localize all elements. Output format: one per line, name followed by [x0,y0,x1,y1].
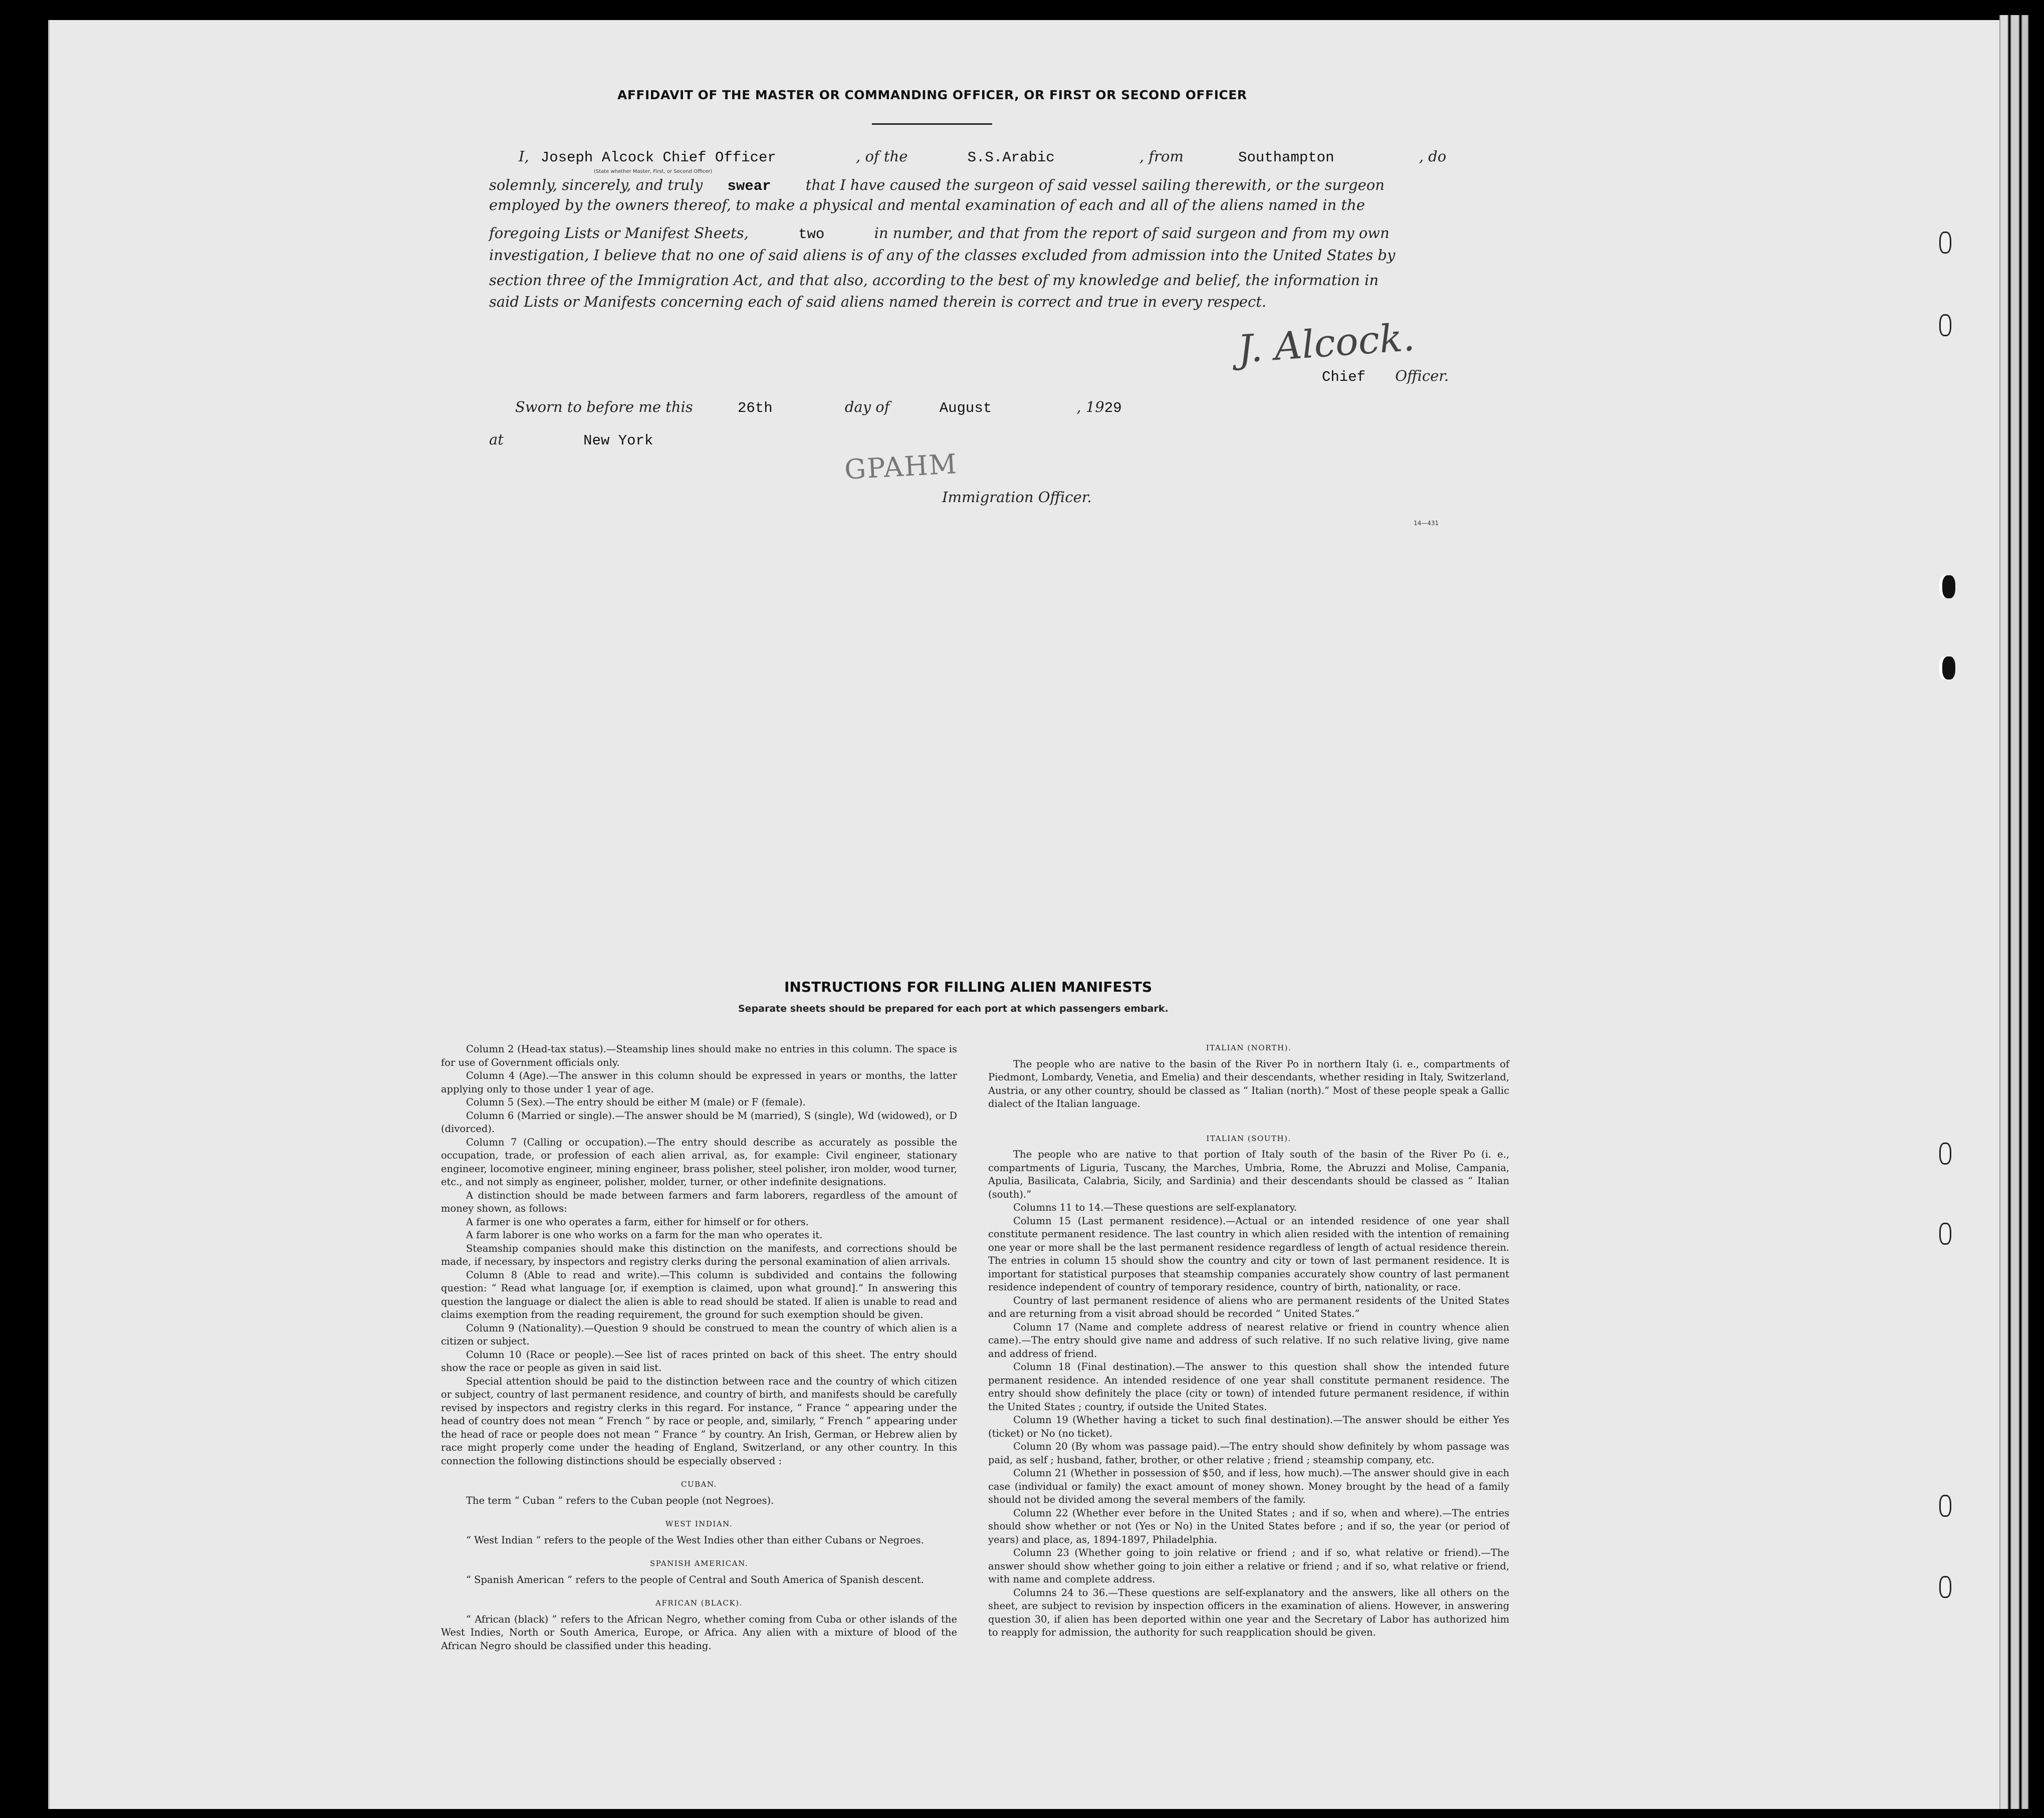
section-heading: ITALIAN (SOUTH). [1206,1133,1291,1143]
affidavit-text: I, [519,148,529,165]
binder-hole-icon [1939,1576,1951,1598]
instruction-paragraph: Column 7 (Calling or occupation).—The entry should describe as accurately as possible the occupation, trade, or profession of each alien arrival, as, for example: Civil engineer, stationary engineer, locomotive engineer, mining engineer, brass polisher, steel polisher, iron molder, wood turner, etc., and not simply as engineer, polisher, molder, turner, or other indefinite designations. [441,1136,957,1188]
instruction-paragraph: A distinction should be made between farmers and farm laborers, regardless of the amount of money shown, as follows: [441,1189,957,1214]
affidavit-line-5: investigation, I believe that no one of said aliens is of any of the classes excluded from admission into the United States by [489,247,1396,264]
instruction-paragraph: Steamship companies should make this distinction on the manifests, and corrections should be made, if necessary, by inspectors and registry clerks during the personal examination of alien arrivals. [441,1242,957,1267]
instruction-paragraph: Column 17 (Name and complete address of nearest relative or friend in country whence alien came).—The entry should give name and address of such relative. If no such relative living, give name and address of friend. [988,1321,1509,1359]
instruction-paragraph: Column 20 (By whom was passage paid).—The entry should show definitely by whom passage was paid, as self ; husband, father, brother, or other relative ; friend ; steamship company, etc. [988,1441,1509,1466]
binder-hole-icon [1942,575,1955,598]
sworn-month: August [939,400,992,416]
form-number: 14—431 [1414,520,1439,527]
oath-word: swear [727,178,771,194]
instructions-right-column [988,1041,1509,1640]
section-heading: ITALIAN (NORTH). [1206,1043,1292,1052]
signer-title [1322,367,1449,385]
binder-hole-icon [1939,232,1951,254]
rank-note: (State whether Master, First, or Second Officer) [594,169,713,174]
instruction-paragraph: Column 5 (Sex).—The entry should be either M (male) or F (female). [466,1096,806,1108]
instruction-paragraph: The people who are native to the basin of the River Po in northern Italy (i. e., compartments of Piedmont, Lombardy, Venetia, and Emelia) and their descendants, whether residing in Italy, Switzerland, Austria, or any other country, should be classed as “ Italian (north).” Most of these people speak a Gallic dialect of the Italian language. [988,1058,1509,1109]
sworn-place: New York [583,432,653,449]
instruction-paragraph: Column 4 (Age).—The answer in this column should be expressed in years or months, the latter applying only to those under 1 year of age. [441,1070,957,1095]
instruction-paragraph: Column 23 (Whether going to join relative or friend ; and if so, what relative or friend).—The answer should show whether going to join either a relative or friend ; and if so, what relative or friend, with name and complete address. [988,1547,1509,1585]
immigration-officer-signature: GPAHM [843,448,959,486]
signer-rank: Chief [1322,369,1366,385]
instruction-paragraph: “ West Indian ” refers to the people of the West Indies other than either Cubans or Negroes. [466,1534,924,1546]
officer-signature: J. Alcock. [1236,314,1416,372]
affidavit-text: solemnly, sincerely, and truly [489,176,703,193]
affidavit-line-2 [489,176,1385,194]
instruction-paragraph: “ Spanish American ” refers to the people of Central and South America of Spanish descent. [466,1573,924,1585]
affidavit-text: , do [1419,148,1447,165]
binder-hole-icon [1939,1495,1951,1517]
affidavit-text: , from [1139,148,1184,165]
affidavit-text: in number, and that from the report of said surgeon and from my own [874,224,1390,242]
officer-name: Joseph Alcock Chief Officer [540,149,776,166]
instructions-left-column [441,1043,957,1653]
affidavit-text: at [489,431,504,448]
instruction-paragraph: Columns 24 to 36.—These questions are self-explanatory and the answers, like all others on the sheet, are subject to revision by inspection officers in the examination of aliens. However, in answering question 30, if alien has been deported within one year and the Secretary of Labor has authorized him to reapply for admission, the authority for such reapplication should be given. [988,1586,1509,1638]
instructions-title: INSTRUCTIONS FOR FILLING ALIEN MANIFESTS [784,979,1152,995]
sworn-line [515,398,1122,416]
affidavit-text: Sworn to before me this [515,398,693,415]
section-heading: WEST INDIAN. [665,1519,733,1528]
instruction-paragraph: A farmer is one who operates a farm, either for himself or for others. [466,1216,809,1228]
instruction-paragraph: The term “ Cuban ” refers to the Cuban people (not Negroes). [466,1494,774,1506]
instruction-paragraph: Column 21 (Whether in possession of $50, and if less, how much).—The answer should give in each case (individual or family) the exact amount of money shown. Money brought by the head of a family should not be divided among the several members of the family. [988,1467,1509,1505]
affidavit-line-6: section three of the Immigration Act, and that also, according to the best of my knowledge and belief, the information in [489,272,1379,289]
instruction-paragraph: Column 15 (Last permanent residence).—Actual or an intended residence of one year shall constitute permanent residence. The last country in which alien resided with the intention of remaining one year or more shall be the last permanent residence regardless of length of actual residence therein. The entries in column 15 should show the country and city or town of last permanent residence. It is important for statistical purposes that steamship companies accurately show country of last permanent residence independent of country of temporary residence, country of birth, nationality, or race. [988,1215,1509,1293]
title-divider [872,123,992,125]
instruction-paragraph: Column 22 (Whether ever before in the United States ; and if so, when and where).—The entries should show whether or not (Yes or No) in the United States before ; and if so, the year (or period of years) and place, as, 1894-1897, Philadelphia. [988,1507,1509,1545]
affidavit-text: , of the [856,148,908,165]
affidavit-line-4 [489,224,1390,243]
instruction-paragraph: Column 9 (Nationality).—Question 9 should be construed to mean the country of which alien is a citizen or subject. [441,1322,957,1347]
binder-hole-icon [1939,1223,1951,1245]
instruction-paragraph: Columns 11 to 14.—These questions are self-explanatory. [1013,1202,1297,1213]
page-edge [2010,15,2019,1809]
section-heading: AFRICAN (BLACK). [655,1599,743,1608]
sworn-day: 26th [738,400,773,416]
section-heading: SPANISH AMERICAN. [649,1559,749,1568]
immigration-officer-title: Immigration Officer. [942,489,1092,506]
affidavit-text: that I have caused the surgeon of said vessel sailing therewith, or the surgeon [805,176,1385,193]
instruction-paragraph: A farm laborer is one who works on a farm for the man who operates it. [466,1229,823,1241]
binder-hole-icon [1942,656,1955,679]
instruction-paragraph: “ African (black) ” refers to the African Negro, whether coming from Cuba or other islands of the West Indies, North or South America, Europe, or Africa. Any alien with a mixture of blood of the African Negro should be classified under this heading. [441,1613,957,1652]
page-edge [1999,15,2008,1809]
departure-port: Southampton [1238,149,1334,166]
affidavit-text: day of [844,398,890,415]
binder-hole-icon [1939,314,1951,336]
place-line [489,431,653,449]
affidavit-line-3: employed by the owners thereof, to make a physical and mental examination of each and all of the aliens named in the [489,196,1365,213]
instruction-paragraph: Special attention should be paid to the distinction between race and the country of which citizen or subject, country of last permanent residence, and country of birth, and manifests should be carefully revised by inspectors and registry clerks in this regard. For instance, “ France ” appearing under the head of country does not mean “ French ” by race or people, and, similarly, “ French ” appearing under the head of race or people does not mean “ France ” by country. An Irish, German, or Hebrew alien by race might properly come under the heading of England, Switzerland, or any other country. In this connection the following distinctions should be especially observed : [441,1375,957,1467]
instruction-paragraph: The people who are native to that portion of Italy south of the basin of the River Po (i. e., compartments of Liguria, Tuscany, the Marches, Umbria, Rome, the Abruzzi and Molise, Campania, Apulia, Basilicata, Calabria, Sicily, and Sardinia) and their descendants should be classed as “ Italian (south).” [988,1149,1509,1200]
affidavit-text: foregoing Lists or Manifest Sheets, [489,224,749,242]
instructions-subtitle: Separate sheets should be prepared for each port at which passengers embark. [738,1003,1169,1014]
instruction-paragraph: Column 19 (Whether having a ticket to such final destination).—The answer should be either Yes (ticket) or No (no ticket). [988,1414,1509,1439]
instruction-paragraph: Column 10 (Race or people).—See list of races printed on back of this sheet. The entry should show the race or people as given in said list. [441,1348,957,1374]
section-heading: CUBAN. [681,1480,717,1489]
binder-hole-icon [1939,1143,1951,1165]
affidavit-text: Officer. [1395,367,1449,384]
instruction-paragraph: Column 2 (Head-tax status).—Steamship lines should make no entries in this column. The space is for use of Government officials only. [441,1043,957,1068]
affidavit-title: AFFIDAVIT OF THE MASTER OR COMMANDING OFFICER, OR FIRST OR SECOND OFFICER [617,88,1247,102]
sheet-count: two [798,226,825,243]
affidavit-text: , 19 [1076,398,1104,415]
affidavit-line-7: said Lists or Manifests concerning each of said aliens named therein is correct and true in every respect. [489,293,1267,310]
instruction-paragraph: Column 18 (Final destination).—The answer to this question shall show the intended future permanent residence. An intended residence of one year shall constitute permanent residence. The entry should show definitely the place (city or town) of intended future permanent residence, if within the United States ; country, if outside the United States. [988,1361,1509,1413]
ship-name: S.S.Arabic [967,149,1055,166]
instruction-paragraph: Column 6 (Married or single).—The answer should be M (married), S (single), Wd (widowed), or D (divorced). [441,1109,957,1134]
instruction-paragraph: Country of last permanent residence of aliens who are permanent residents of the United States and are returning from a visit abroad should be recorded “ United States.” [988,1294,1509,1319]
sworn-year: 29 [1104,400,1122,416]
affidavit-line-1 [519,148,1446,166]
page-edge [2021,15,2028,1809]
instruction-paragraph: Column 8 (Able to read and write).—This column is subdivided and contains the following question: “ Read what language [or, if exemption is claimed, upon what ground].” In answering this question the language or dialect the alien is able to read should be stated. If alien is unable to read and claims exemption from the reading requirement, the ground for such exemption should be given. [441,1269,957,1320]
